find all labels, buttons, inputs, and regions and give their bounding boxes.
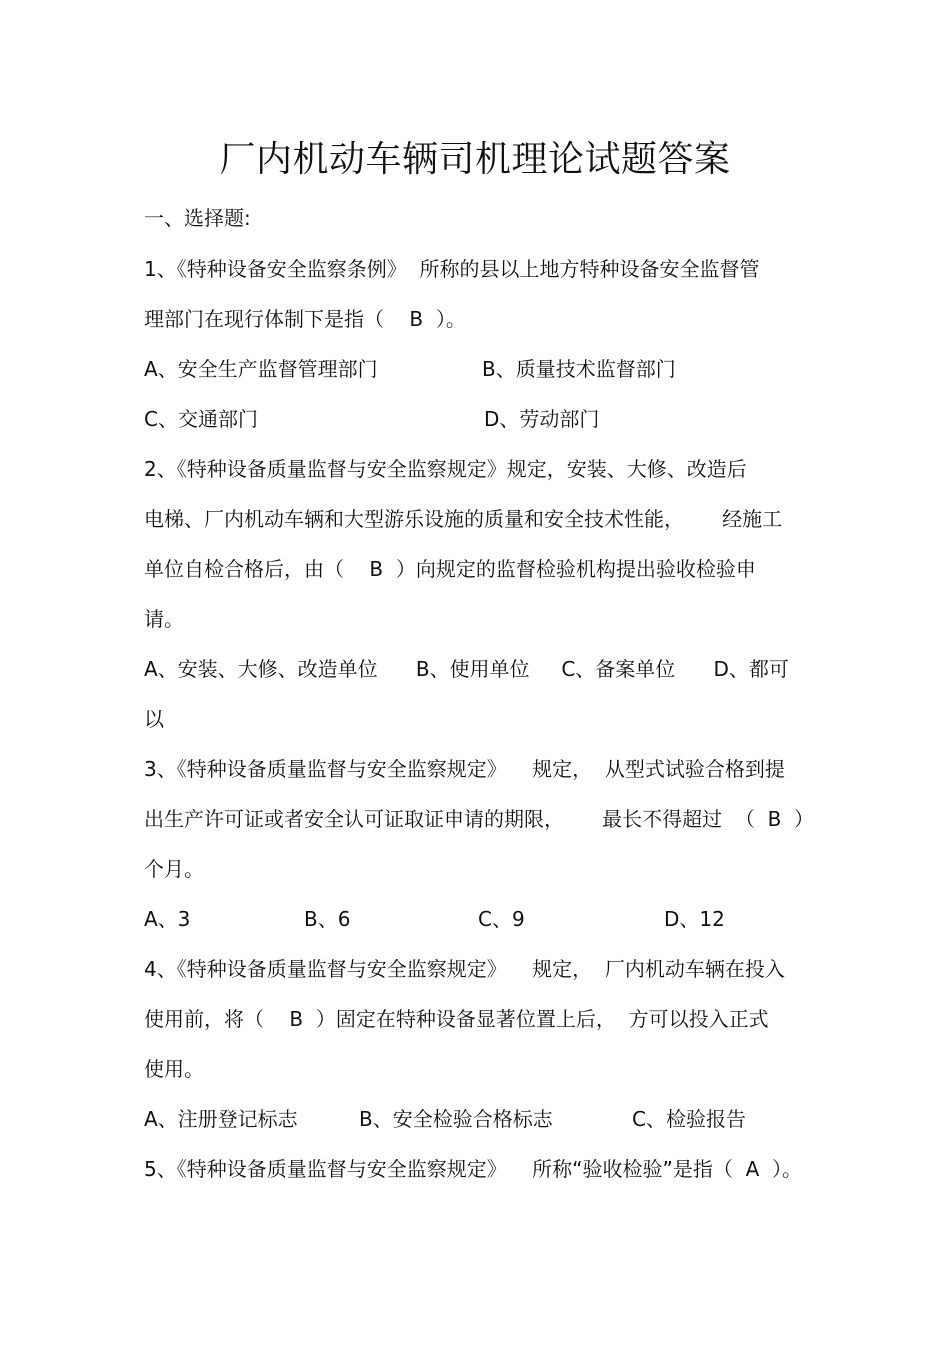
- question-3-line-1: 3、《特种设备质量监督与安全监察规定》 规定， 从型式试验合格到提: [144, 757, 785, 781]
- question-1-line-2: 理部门在现行体制下是指（ B ）。: [144, 307, 466, 331]
- question-2-options: A、安装、大修、改造单位 B、使用单位 C、备案单位 D、都可: [144, 657, 789, 681]
- question-3-line-2: 出生产许可证或者安全认可证取证申请的期限， 最长不得超过 （ B ）: [144, 807, 815, 831]
- question-3-option-d: D、12: [664, 907, 725, 931]
- question-2-line-2: 电梯、厂内机动车辆和大型游乐设施的质量和安全技术性能， 经施工: [144, 507, 783, 531]
- question-1-option-d: D、劳动部门: [484, 407, 600, 431]
- question-4-option-c: C、检验报告: [632, 1107, 746, 1131]
- question-2-options-cont: 以: [144, 707, 164, 731]
- question-4-line-1: 4、《特种设备质量监督与安全监察规定》 规定， 厂内机动车辆在投入: [144, 957, 785, 981]
- document-title: 厂内机动车辆司机理论试题答案: [219, 139, 731, 180]
- question-4-line-3: 使用。: [144, 1057, 204, 1081]
- section-heading: 一、选择题:: [144, 206, 251, 230]
- question-5-line-1: 5、《特种设备质量监督与安全监察规定》 所称“验收检验”是指（ A ）。: [144, 1157, 802, 1181]
- question-1-option-c: C、交通部门: [144, 407, 258, 431]
- question-3-option-c: C、9: [478, 907, 525, 931]
- question-1-option-b: B、质量技术监督部门: [482, 357, 676, 381]
- question-4-option-a: A、注册登记标志: [144, 1107, 298, 1131]
- question-2-line-3: 单位自检合格后，由（ B ）向规定的监督检验机构提出验收检验申: [144, 557, 756, 581]
- question-3-option-a: A、3: [144, 907, 191, 931]
- question-3-option-b: B、6: [304, 907, 351, 931]
- question-3-line-3: 个月。: [144, 857, 204, 881]
- question-1-line-1: 1、《特种设备安全监察条例》 所称的县以上地方特种设备安全监督管: [144, 257, 760, 281]
- question-2-line-4: 请。: [144, 607, 184, 631]
- question-4-line-2: 使用前，将（ B ）固定在特种设备显著位置上后， 方可以投入正式: [144, 1007, 769, 1031]
- question-4-option-b: B、安全检验合格标志: [359, 1107, 553, 1131]
- question-2-line-1: 2、《特种设备质量监督与安全监察规定》规定，安装、大修、改造后: [144, 457, 747, 481]
- question-1-option-a: A、安全生产监督管理部门: [144, 357, 378, 381]
